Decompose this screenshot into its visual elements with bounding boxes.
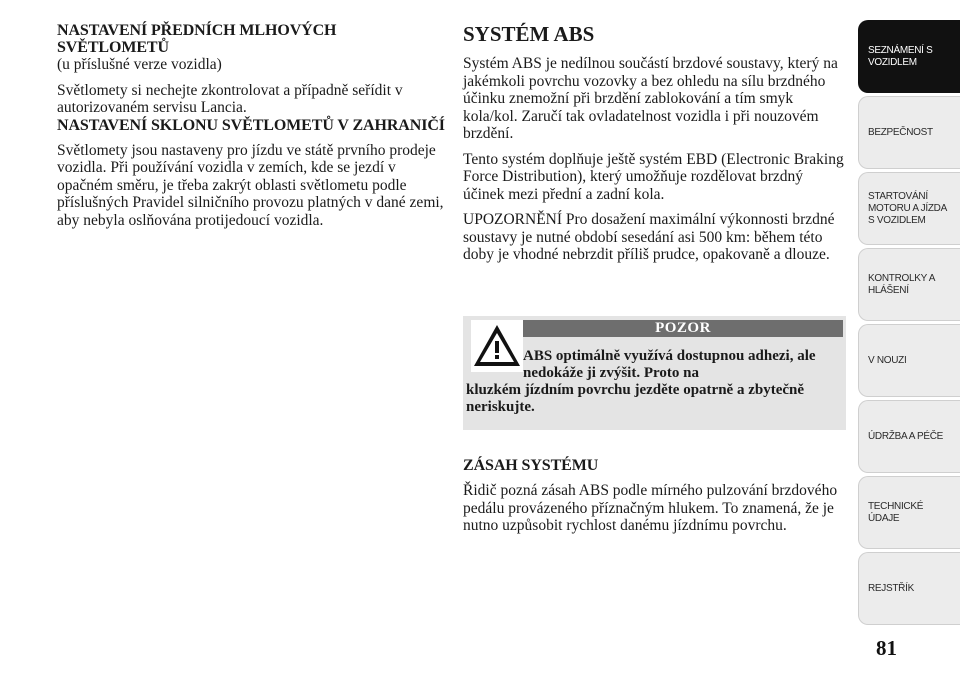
paragraph-ebd: Tento systém doplňuje ještě systém EBD (Electronic Braking Force Distribution), který umožňuje rozdělovat brzdný účinek mezi přední a zadní kola. — [463, 150, 844, 203]
tab-bezpecnost[interactable] — [858, 96, 960, 169]
tab-startovani[interactable] — [858, 172, 960, 245]
left-column — [57, 22, 447, 229]
system-intervention-section — [463, 457, 848, 535]
tab-technicke-udaje[interactable] — [858, 476, 960, 549]
paragraph-abs-intro: Systém ABS je nedílnou součástí brzdové soustavy, který na jakémkoli povrchu vozovky a bez ohledu na sílu brzdného účinku znemožní při brzdění zablokování a tím smyk kola/kol. Zaručí tak ovladatelnost vozidla i při nouzovém brzdění. — [463, 55, 838, 142]
tab-v-nouzi[interactable] — [858, 324, 960, 397]
tab-kontrolky[interactable] — [858, 248, 960, 321]
heading-fog-lights: NASTAVENÍ PŘEDNÍCH MLHOVÝCH SVĚTLOMETŮ — [57, 22, 337, 56]
tab-rejstrik[interactable] — [858, 552, 960, 625]
warning-box — [463, 316, 846, 430]
warning-label: POZOR — [523, 320, 843, 337]
tab-label: SEZNÁMENÍ S VOZIDLEM — [868, 44, 933, 68]
tab-udrzba[interactable] — [858, 400, 960, 473]
right-column — [463, 22, 848, 264]
tab-seznameni[interactable] — [858, 20, 960, 93]
paragraph-headlight-abroad: Světlomety jsou nastaveny pro jízdu ve státě prvního prodeje vozidla. Při používání vozidla v zemích, kde se jezdí v opačném směru, je třeba zakrýt oblasti světlometu podle příslušných Pravidel silničního provozu platných v dané zemi, aby nebyla oslňována protijedoucí vozidla. — [57, 141, 444, 229]
tab-label: V NOUZI — [868, 354, 907, 366]
paragraph-notice: UPOZORNĚNÍ Pro dosažení maximální výkonnosti brzdné soustavy je nutné období sesedání asi 500 km: během této doby je vhodné nebrzdit příliš prudce, opakovaně a dlouze. — [463, 211, 835, 263]
warning-text-full: kluzkém jízdním povrchu jezděte opatrně a zbytečně neriskujte. — [466, 382, 805, 415]
paragraph-system-intervention: Řidič pozná zásah ABS podle mírného pulzování brzdového pedálu provázeného příznačným hlukem. To znamená, že je nutno uzpůsobit rychlost danému jízdnímu povrchu. — [463, 482, 838, 534]
paragraph-fog-lights: Světlomety si nechejte zkontrolovat a případně seřídit v autorizovaném servisu Lancia. — [57, 81, 403, 116]
tab-label: TECHNICKÉ ÚDAJE — [868, 500, 924, 524]
heading-headlight-abroad: NASTAVENÍ SKLONU SVĚTLOMETŮ V ZAHRANIČÍ — [57, 116, 445, 134]
page-number: 81 — [876, 636, 897, 660]
tab-label: REJSTŘÍK — [868, 582, 914, 594]
heading-system-intervention: ZÁSAH SYSTÉMU — [463, 457, 599, 474]
warning-text-indented: ABS optimálně využívá dostupnou adhezi, ale nedokáže ji zvýšit. Proto na — [523, 348, 816, 381]
warning-text — [466, 348, 836, 416]
tab-label: KONTROLKY A HLÁŠENÍ — [868, 272, 936, 296]
chapter-tabs — [858, 20, 960, 628]
tab-label: ÚDRŽBA A PÉČE — [868, 430, 944, 442]
tab-label: STARTOVÁNÍ MOTORU A JÍZDA S VOZIDLEM — [868, 190, 947, 226]
tab-label: BEZPEČNOST — [868, 126, 933, 138]
note-version: (u příslušné verze vozidla) — [57, 56, 222, 73]
page-title: SYSTÉM ABS — [463, 22, 595, 46]
